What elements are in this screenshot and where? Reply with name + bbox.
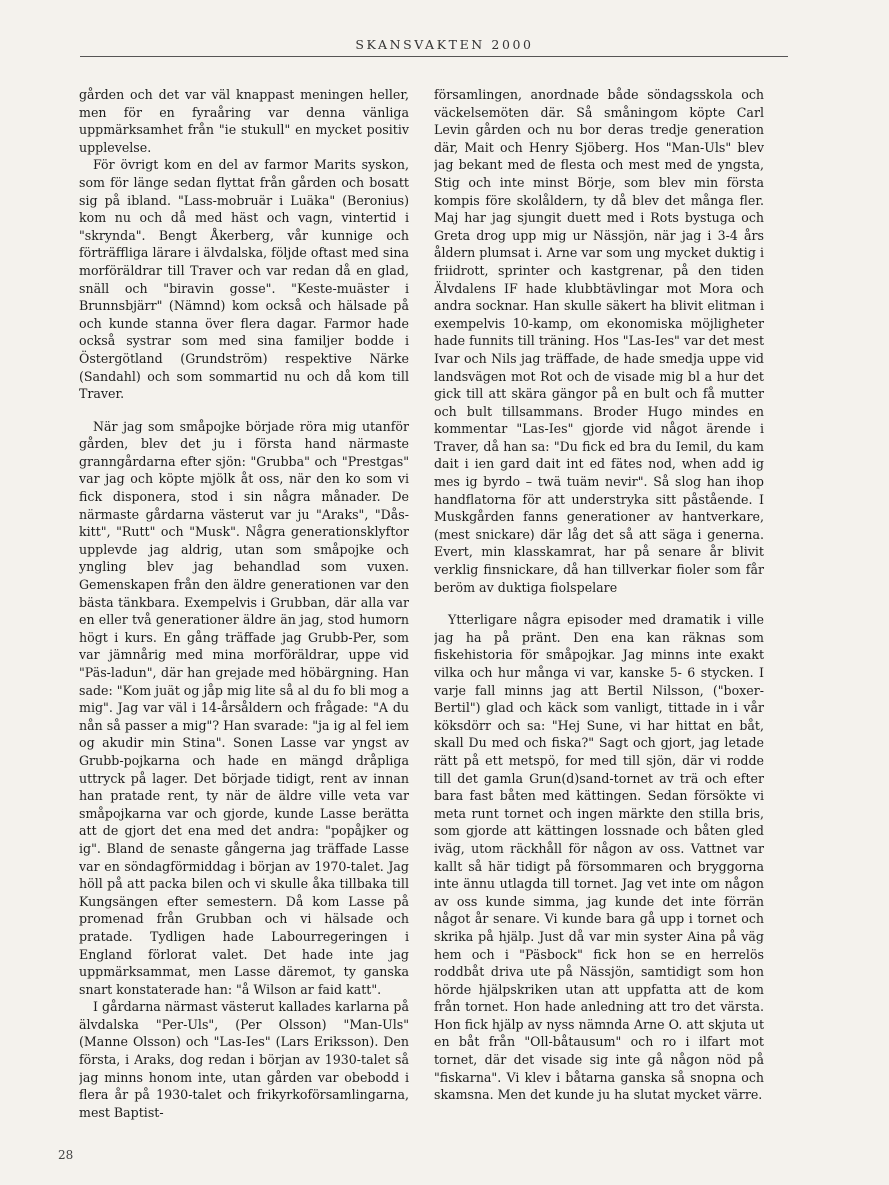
page-number: 28 [58, 1148, 74, 1162]
paragraph: gården och det var väl knappast meningen heller, men för en fyraåring var denna vänliga uppmärksamhet från "ie stukull" en mycket positiv upplevelse. [79, 87, 409, 155]
paragraph: församlingen, anordnade både söndagsskola och väckelsemöten där. Så småningom köpte Carl Levin gården och nu bor deras tredje generation där, Mait och Henry Sjöberg. Hos "Man-Uls" blev jag bekant med de flesta och mest med de yngsta, Stig och inte minst Börje, som blev min första kompis före skolåldern, ty då blev det många fler. Maj har jag sjungit duett med i Rots bystuga och Greta drog upp mig ur Nässjön, när jag i 3-4 års åldern plumsat i. Arne var som ung mycket duktig i friidrott, sprinter och kastgrenar, på den tiden Älvdalens IF hade klubbtävlingar mot Mora och andra socknar. Han skulle säkert ha blivit elitman i exempelvis 10-kamp, om ekonomiska möjligheter hade funnits till träning. Hos "Las-Ies" var det mest Ivar och Nils jag träffade, de hade smedja uppe vid landsvägen mot Rot och de visade mig bl a hur det gick till att skära gängor på en bult och få mutter och bult tillsammans. Broder Hugo mindes en kommentar "Las-Ies" gjorde vid något ärende i Traver, då han sa: "Du fick ed bra du Iemil, du kam dait i ien gard dait int ed fätes nod, when add ig mes ig byrdo – twä tuäm nevir". Så slog han ihop handflatorna för att understryka sitt påstående. I Muskgården fanns generationer av hantverkare, (mest snickare) där låg det så att säga i generna. Evert, min klasskamrat, har på senare år blivit verklig finsnickare, då han tillverkar fioler som får beröm av duktiga fiolspelare [434, 87, 764, 595]
paragraph: När jag som småpojke började röra mig utanför gården, blev det ju i första hand närmaste granngårdarna efter sjön: "Grubba" och "Prestgas" var jag och köpte mjölk åt oss, när den ko som vi fick disponera, stod i sin några månader. De närmaste gårdarna västerut var ju "Araks", "Dås-kitt", "Rutt" och "Musk". Några generationsklyftor upplevde jag aldrig, utan som småpojke och yngling blev jag behandlad som vuxen. Gemenskapen från den äldre generationen var den bästa tänkbara. Exempelvis i Grubban, där alla var en eller två generationer äldre än jag, stod humorn högt i kurs. En gång träffade jag Grubb-Per, som var jämnårig med mina morföräldrar, uppe vid "Päs-ladun", där han grejade med höbärgning. Han sade: "Kom juät og jåp mig lite så al du fo bli mog a mig". Jag var väl i 14-årsåldern och frågade: "A du nån så passer a mig"? Han svarade: "ja ig al fel iem og akudir min Stina". Sonen Lasse var yngst av Grubb-pojkarna och hade en mängd dråpliga uttryck på lager. Det började tidigt, rent av innan han pratade rent, ty när de äldre ville veta var småpojkarna var och gjorde, kunde Lasse berätta att de gjort det ena med det andra: "popåjker og ig". Bland de senaste gångerna jag träffade Lasse var en söndagförmiddag i början av 1970-talet. Jag höll på att packa bilen och vi skulle åka tillbaka till Kungsängen efter semestern. Då kom Lasse på promenad från Grubban och vi hälsade och pratade. Tydligen hade Labourregeringen i England förlorat valet. Det hade inte jag uppmärksammat, men Lasse däremot, ty ganska snart konstaterade han: "å Wilson ar faid katt". [79, 418, 409, 997]
paragraph: För övrigt kom en del av farmor Marits syskon, som för länge sedan flyttat från gården och bosatt sig på ibland. "Lass-mobruär i Luäka" (Beronius) kom nu och då med häst och vagn, vintertid i "skrynda". Bengt Åkerberg, vår kunnige och förträffliga lärare i älvdalska, följde oftast med sina morföräldrar till Traver och var redan då en glad, snäll och "biravin gosse". "Keste-muäster i Brunnsbjärr" (Nämnd) kom också och hälsade på och kunde stanna över flera dagar. Farmor hade också systrar som med sina familjer bodde i Östergötland (Grundström) respektive Närke (Sandahl) och som sommartid nu och då kom till Traver. [79, 157, 409, 402]
running-header-title: SKANSVAKTEN 2000 [355, 37, 534, 52]
right-column [434, 86, 764, 1166]
paragraph: Ytterligare några episoder med dramatik i ville jag ha på pränt. Den ena kan räknas som fiskehistoria för småpojkar. Jag minns inte exakt vilka och hur många vi var, kanske 5- 6 stycken. I varje fall minns jag att Bertil Nilsson, ("boxer-Bertil") glad och käck som vanligt, tittade in i vår köksdörr och sa: "Hej Sune, vi har hittat en båt, skall Du med och fiska?" Sagt och gjort, jag letade rätt på ett metspö, for med till sjön, där vi rodde till det gamla Grun(d)sand-tornet av trä och efter bara fast båten med kättingen. Sedan försökte vi meta runt tornet och ingen märkte den stilla bris, som gjorde att kättingen lossnade och båten gled iväg, utom räckhåll för någon av oss. Vattnet var kallt så här tidigt på försommaren och bryggorna inte ännu utlagda till tornet. Jag vet inte om någon av oss kunde simma, jag kunde det inte förrän något år senare. Vi kunde bara gå upp i tornet och skrika på hjälp. Just då var min syster Aina på väg hem och i "Päsbock" fick hon se en herrelös roddbåt driva ute på Nässjön, samtidigt som hon hörde hjälpskriken utan att uppfatta att de kom från tornet. Hon hade anledning att tro det värsta. Hon fick hjälp av nyss nämnda Arne O. att skjuta ut en båt från "Oll-båtausum" och ro i ilfart mot tornet, där det visade sig inte gå någon nöd på "fiskarna". Vi klev i båtarna ganska så snopna och skamsna. Men det kunde ju ha slutat mycket värre. [434, 612, 764, 1103]
paragraph: I gårdarna närmast västerut kallades karlarna på älvdalska "Per-Uls", (Per Olsson) "Man-Uls" (Manne Olsson) och "Las-Ies" (Lars Eriksson). Den första, i Araks, dog redan i början av 1930-talet så jag minns honom inte, utan gården var obebodd i flera år på 1930-talet och frikyrkoförsamlingarna, mest Baptist- [79, 999, 409, 1120]
left-column [79, 86, 409, 1166]
header-rule [80, 56, 788, 57]
